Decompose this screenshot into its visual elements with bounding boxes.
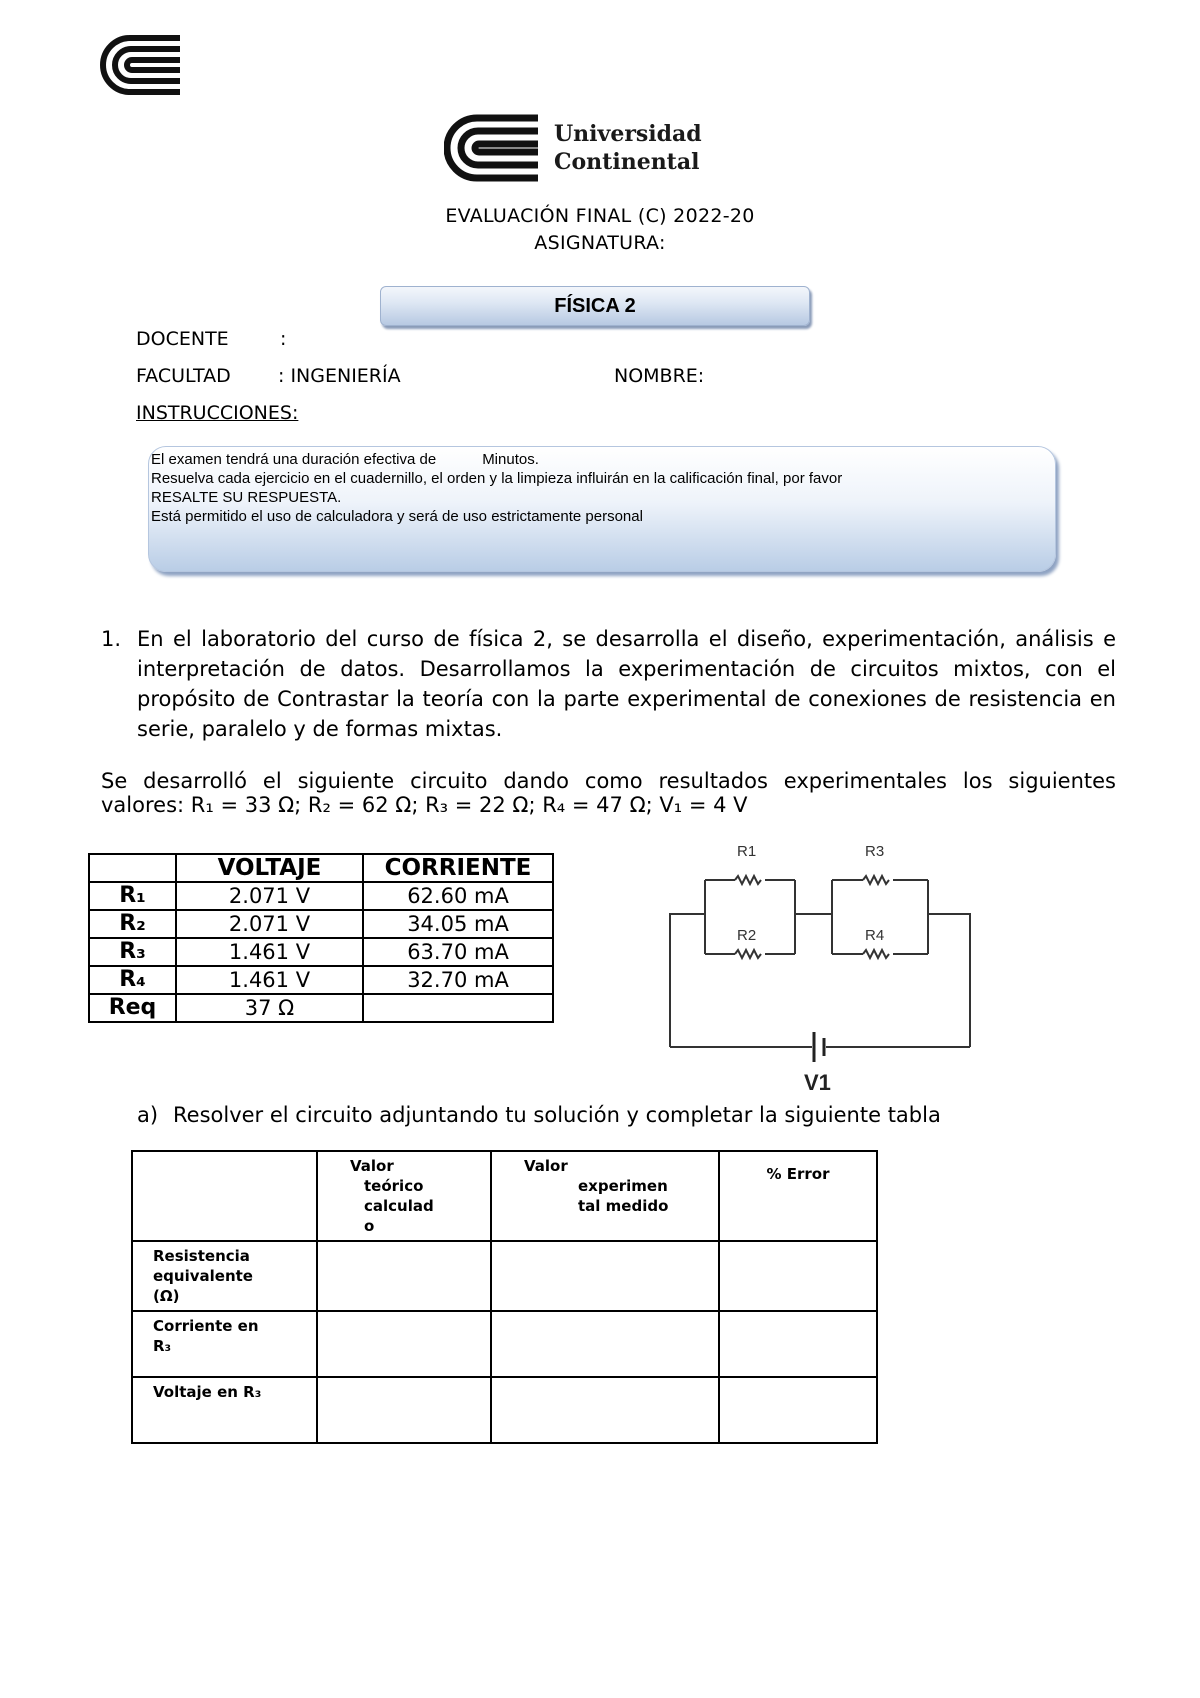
table-row xyxy=(132,1151,877,1241)
circuit-diagram xyxy=(640,836,1000,1096)
question-text: En el laboratorio del curso de física 2, se desarrolla el diseño, experimentación, análisis e interpretación de datos. Desarrollamos la experimentación de circuitos mixtos, con el propósito de Contrastar la teoría con la parte experimental de conexiones de resistencia en serie, paralelo y de formas mixtas. xyxy=(137,627,1116,741)
instruction-line2: Resuelva cada ejercicio en el cuadernillo, el orden y la limpieza influirán en la calificación final, por favor xyxy=(151,470,843,487)
table-cell xyxy=(363,994,553,1022)
label-r4: R4 xyxy=(865,927,885,944)
table-row xyxy=(132,1241,877,1311)
table-cell: R₄ xyxy=(89,966,176,994)
table-header-cell xyxy=(491,1151,719,1241)
results-table xyxy=(88,853,554,1023)
table-cell: 62.60 mA xyxy=(363,882,553,910)
table-cell: 2.071 V xyxy=(176,882,363,910)
row-label-corriente xyxy=(132,1311,317,1377)
university-name-line2: Continental xyxy=(554,149,700,175)
answer-cell[interactable] xyxy=(491,1377,719,1443)
course-banner xyxy=(380,286,810,326)
instruction-minutes: Minutos. xyxy=(482,451,539,468)
instruction-duration: El examen tendrá una duración efectiva de xyxy=(151,451,437,468)
row-label-voltaje: Voltaje en R₃ xyxy=(132,1377,317,1443)
table-header-cell xyxy=(132,1151,317,1241)
table-cell: 34.05 mA xyxy=(363,910,553,938)
circuit-wire xyxy=(670,914,705,1047)
table-header-cell xyxy=(89,854,176,882)
circuit-wire xyxy=(928,914,970,1047)
row-label-line: R₃ xyxy=(153,1337,172,1355)
table-cell: R₂ xyxy=(89,910,176,938)
facultad-value: : INGENIERÍA xyxy=(278,365,401,387)
part-a-text: Resolver el circuito adjuntando tu solución y completar la siguiente tabla xyxy=(173,1103,941,1127)
table-cell: R₁ xyxy=(89,882,176,910)
answer-cell[interactable] xyxy=(491,1311,719,1377)
header-error: % Error xyxy=(719,1151,877,1241)
table-row xyxy=(89,994,553,1022)
table-row xyxy=(89,938,553,966)
header-valor-teorico-3: calculad xyxy=(364,1197,434,1215)
table-cell: 63.70 mA xyxy=(363,938,553,966)
header-valor-teorico-1: Valor xyxy=(350,1157,394,1175)
label-v1: V1 xyxy=(804,1070,831,1095)
resistor-r4-icon xyxy=(863,950,889,958)
docente-label: DOCENTE xyxy=(136,328,229,350)
table-cell: 1.461 V xyxy=(176,966,363,994)
results-intro-line1: Se desarrolló el siguiente circuito dando como resultados experimentales los siguientes xyxy=(101,769,1116,793)
instrucciones-label: INSTRUCCIONES: xyxy=(136,402,299,424)
header-valor-teorico-4: o xyxy=(364,1217,375,1235)
university-name-line1: Universidad xyxy=(554,121,702,147)
docente-separator: : xyxy=(280,328,287,350)
header-valor-experimental-1: Valor xyxy=(524,1157,568,1175)
resistor-r3-icon xyxy=(863,876,889,884)
answer-table xyxy=(131,1150,878,1444)
header-valor-teorico-2: teórico xyxy=(364,1177,424,1195)
university-logo-small-icon xyxy=(100,34,186,96)
nombre-label: NOMBRE: xyxy=(614,365,705,387)
table-row xyxy=(132,1377,877,1443)
table-cell: 1.461 V xyxy=(176,938,363,966)
table-cell: 32.70 mA xyxy=(363,966,553,994)
row-label-resistencia xyxy=(132,1241,317,1311)
resistor-r2-icon xyxy=(735,950,761,958)
table-header-cell xyxy=(317,1151,491,1241)
results-intro-line2: valores: R₁ = 33 Ω; R₂ = 62 Ω; R₃ = 22 Ω; R₄ = 47 Ω; V₁ = 4 V xyxy=(101,793,748,817)
answer-cell[interactable] xyxy=(719,1311,877,1377)
label-r3: R3 xyxy=(865,843,885,860)
table-cell: 2.071 V xyxy=(176,910,363,938)
resistor-r1-icon xyxy=(735,876,761,884)
table-row xyxy=(132,1311,877,1377)
row-label-line: Resistencia xyxy=(153,1247,250,1265)
exam-title: EVALUACIÓN FINAL (C) 2022-20 xyxy=(445,205,755,227)
answer-cell[interactable] xyxy=(719,1241,877,1311)
row-label-line: (Ω) xyxy=(153,1287,180,1305)
table-row xyxy=(89,882,553,910)
answer-cell[interactable] xyxy=(719,1377,877,1443)
label-r1: R1 xyxy=(737,843,757,860)
answer-cell[interactable] xyxy=(317,1241,491,1311)
answer-cell[interactable] xyxy=(491,1241,719,1311)
part-a-label: a) xyxy=(137,1103,159,1127)
answer-cell[interactable] xyxy=(317,1377,491,1443)
instructions-box xyxy=(148,446,1056,572)
instruction-line4: Está permitido el uso de calculadora y será de uso estrictamente personal xyxy=(151,508,643,525)
university-logo xyxy=(444,96,704,192)
course-name: FÍSICA 2 xyxy=(554,295,636,317)
table-row xyxy=(89,966,553,994)
row-label-line: equivalente xyxy=(153,1267,253,1285)
instruction-line3: RESALTE SU RESPUESTA. xyxy=(151,489,342,506)
table-header-cell: VOLTAJE xyxy=(176,854,363,882)
answer-cell[interactable] xyxy=(317,1311,491,1377)
question-number: 1. xyxy=(101,627,122,651)
facultad-label: FACULTAD xyxy=(136,365,231,387)
table-row xyxy=(89,910,553,938)
university-logo-icon xyxy=(444,114,540,182)
table-row xyxy=(89,854,553,882)
row-label-line: Corriente en xyxy=(153,1317,259,1335)
header-valor-experimental-2: experimen xyxy=(578,1177,668,1195)
subject-label: ASIGNATURA: xyxy=(534,232,666,254)
table-cell: 37 Ω xyxy=(176,994,363,1022)
battery-icon xyxy=(814,1032,824,1062)
table-header-cell: CORRIENTE xyxy=(363,854,553,882)
header-valor-experimental-3: tal medido xyxy=(578,1197,669,1215)
table-cell: Req xyxy=(89,994,176,1022)
table-cell: R₃ xyxy=(89,938,176,966)
label-r2: R2 xyxy=(737,927,757,944)
